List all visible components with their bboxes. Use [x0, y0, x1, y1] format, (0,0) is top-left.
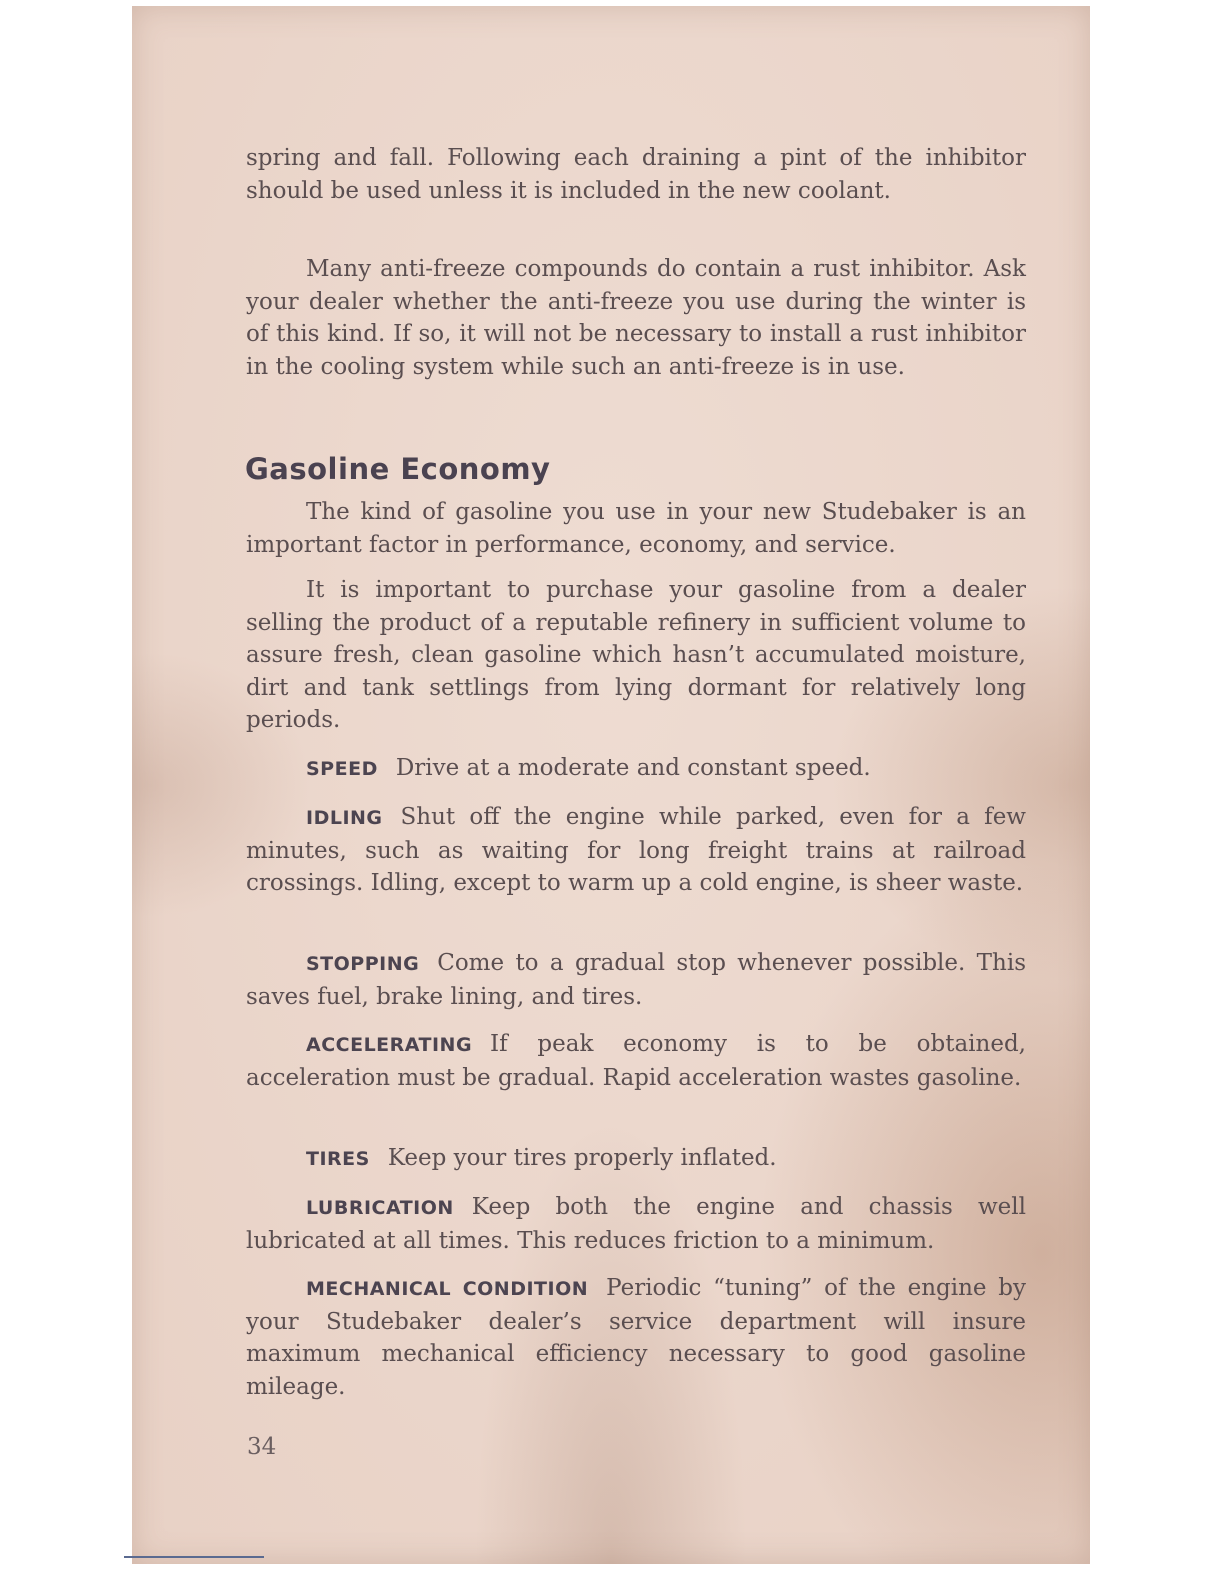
- tip-speed: [246, 752, 1026, 786]
- tip-tires: [246, 1142, 1026, 1176]
- tip-label: SPEED: [306, 758, 378, 780]
- tip-text: If peak economy is to be obtained, acceleration must be gradual. Rapid acceleration wastes gasoline.: [246, 1031, 1026, 1091]
- paragraph-coolant: spring and fall. Following each draining a pint of the inhibitor should be used unless it is included in the new coolant.: [246, 145, 1026, 204]
- tip-accelerating: [246, 1028, 1026, 1094]
- tip-text: Periodic “tuning” of the engine by your Studebaker dealer’s service department will insure maximum mechanical efficiency necessary to good gasoline mileage.: [246, 1275, 1027, 1400]
- section-heading: Gasoline Economy: [245, 452, 551, 486]
- tip-label: ACCELERATING: [306, 1034, 473, 1056]
- tip-text: Keep your tires properly inflated.: [387, 1145, 777, 1171]
- scan-edge-line: [124, 1556, 264, 1558]
- tip-label: MECHANICAL CONDITION: [306, 1278, 589, 1300]
- tip-idling: [246, 801, 1026, 900]
- tip-label: STOPPING: [306, 953, 420, 975]
- tip-text: Shut off the engine while parked, even for a few minutes, such as waiting for long freight trains at railroad crossings. Idling, except to warm up a cold engine, is sheer waste.: [246, 804, 1026, 896]
- tip-stopping: [246, 947, 1026, 1013]
- tip-text: Keep both the engine and chassis well lubricated at all times. This reduces friction to a minimum.: [246, 1194, 1026, 1254]
- tip-lubrication: [246, 1191, 1026, 1257]
- tip-label: TIRES: [306, 1148, 370, 1170]
- paragraph-intro: The kind of gasoline you use in your new Studebaker is an important factor in performance, economy, and service.: [246, 499, 1026, 558]
- page-number: 34: [247, 1434, 277, 1460]
- paragraph-anti-freeze: Many anti-freeze compounds do contain a rust inhibitor. Ask your dealer whether the anti-freeze you use during the winter is of this kind. If so, it will not be necessary to install a rust inhibitor in the cooling system while such an anti-freeze is in use.: [246, 256, 1026, 380]
- tip-text: Drive at a moderate and constant speed.: [395, 755, 871, 781]
- tip-label: LUBRICATION: [306, 1197, 454, 1219]
- tip-text: Come to a gradual stop whenever possible. This saves fuel, brake lining, and tires.: [246, 950, 1026, 1010]
- paragraph-dealer: It is important to purchase your gasoline from a dealer selling the product of a reputable refinery in sufficient volume to assure fresh, clean gasoline which hasn’t accumulated moisture, dirt and tank settlings from lying dormant for relatively long periods.: [246, 577, 1026, 733]
- tip-mechanical-condition: [246, 1272, 1026, 1403]
- tip-label: IDLING: [306, 807, 383, 829]
